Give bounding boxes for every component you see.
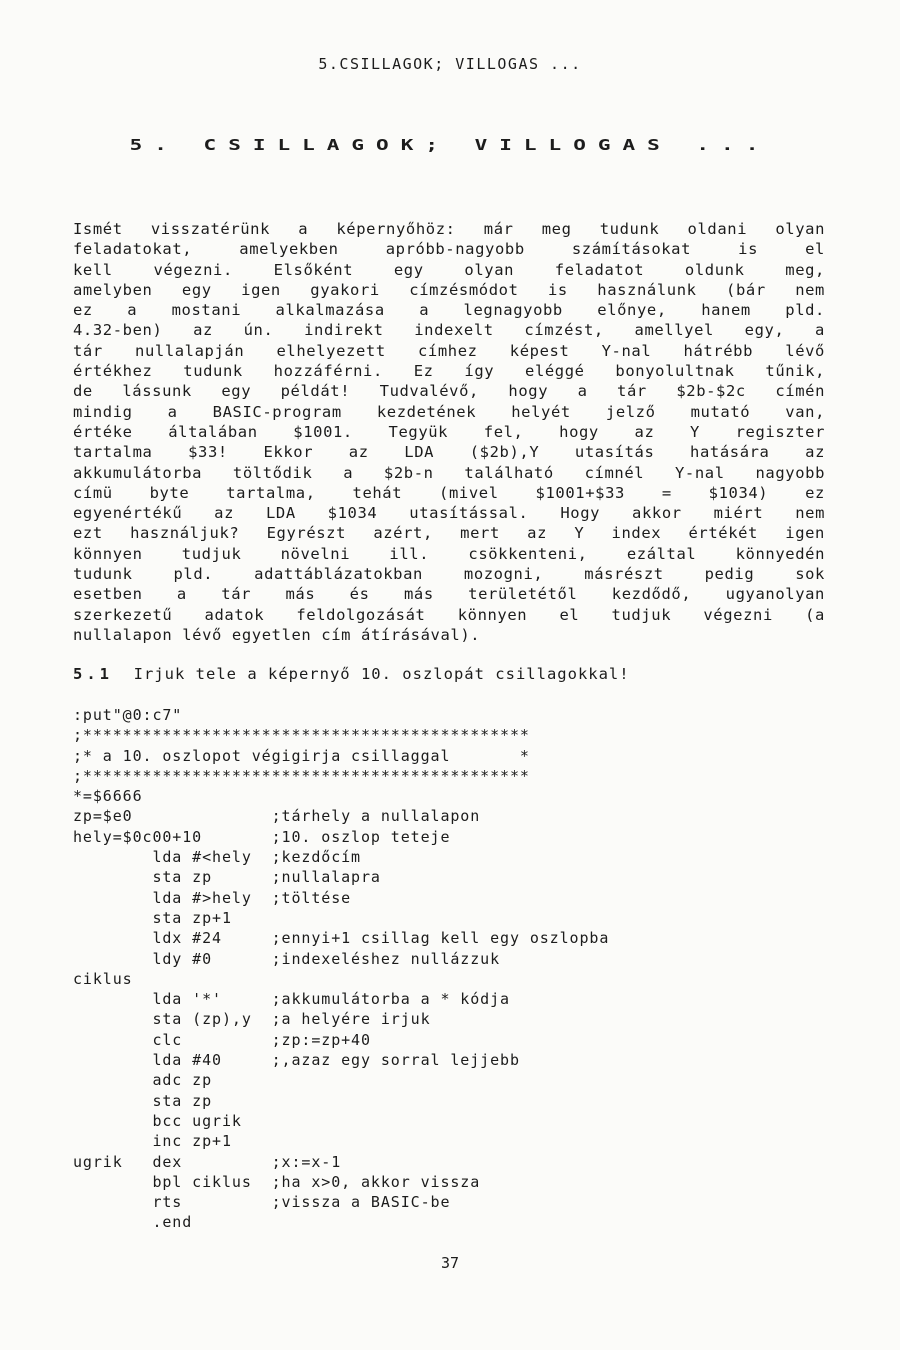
paragraph-line: tartalma $33! Ekkor az LDA ($2b),Y utasítás hatására az <box>73 443 825 462</box>
code-line: ugrik dex ;x:=x-1 <box>73 1152 342 1171</box>
page-number: 37 <box>440 1254 460 1272</box>
code-line: lda #<hely ;kezdőcím <box>73 848 361 867</box>
code-line: bpl ciklus ;ha x>0, akkor vissza <box>73 1172 481 1191</box>
paragraph-line: de lássunk egy példát! Tudvalévő, hogy a tár $2b-$2c címén <box>73 382 825 401</box>
paragraph-line: egyenértékű az LDA $1034 utasítással. Hogy akkor miért nem <box>73 504 825 523</box>
paragraph-line: tár nullalapján elhelyezett címhez képest Y-nal hátrébb lévő <box>73 341 825 360</box>
code-line: sta zp <box>73 1091 213 1110</box>
paragraph-line: kell végezni. Elsőként egy olyan feladatot oldunk meg, <box>73 260 825 279</box>
code-line: ;* a 10. oszlopot végigirja csillaggal * <box>73 746 530 765</box>
paragraph-line: 4.32-ben) az ún. indirekt indexelt címzést, amellyel egy, a <box>73 321 825 340</box>
code-line: bcc ugrik <box>73 1111 242 1130</box>
code-line: ;********************************************* <box>73 726 530 745</box>
code-line: .end <box>73 1213 193 1232</box>
code-line: zp=$e0 ;tárhely a nullalapon <box>73 807 481 826</box>
paragraph-line: értékhez tudunk hozzáférni. Ez így eléggé bonyolultnak tűnik, <box>73 362 825 381</box>
code-line: clc ;zp:=zp+40 <box>73 1030 371 1049</box>
code-line: *=$6666 <box>73 787 143 806</box>
paragraph-line: ezt használjuk? Egyrészt azért, mert az Y index értékét igen <box>73 524 825 543</box>
paragraph-line: értéke általában $1001. Tegyük fel, hogy az Y regiszter <box>73 422 825 441</box>
code-line: sta (zp),y ;a helyére irjuk <box>73 1010 431 1029</box>
paragraph-line: címü byte tartalma, tehát (mivel $1001+$33 = $1034) ez <box>73 483 825 502</box>
paragraph-line: ez a mostani alkalmazása a legnagyobb előnye, hanem pld. <box>73 301 825 320</box>
paragraph-line: feladatokat, amelyekben apróbb-nagyobb számításokat is el <box>73 240 825 259</box>
chapter-title: 5. CSILLAGOK; VILLOGAS ... <box>129 136 771 154</box>
code-line: lda #>hely ;töltése <box>73 888 352 907</box>
section-heading <box>73 665 630 683</box>
paragraph-line: tudunk pld. adattáblázatokban mozogni, másrészt pedig sok <box>73 565 825 584</box>
code-line: adc zp <box>73 1071 213 1090</box>
code-line: lda #40 ;,azaz egy sorral lejjebb <box>73 1051 520 1070</box>
section-number: 5.1 <box>73 665 113 683</box>
code-line: :put"@0:c7" <box>73 706 183 724</box>
paragraph-line: nullalapon lévő egyetlen cím átírásával). <box>73 625 481 644</box>
running-header: 5.CSILLAGOK; VILLOGAS ... <box>318 55 582 73</box>
code-listing <box>73 705 609 1233</box>
code-line: inc zp+1 <box>73 1132 232 1151</box>
code-line: hely=$0c00+10 ;10. oszlop teteje <box>73 827 451 846</box>
code-line: ;********************************************* <box>73 766 530 785</box>
code-line: lda '*' ;akkumulátorba a * kódja <box>73 990 510 1009</box>
code-line: sta zp+1 <box>73 908 232 927</box>
paragraph-line: amelyben egy igen gyakori címzésmódot is használunk (bár nem <box>73 280 825 299</box>
paragraph-line: akkumulátorba töltődik a $2b-n található címnél Y-nal nagyobb <box>73 463 825 482</box>
paragraph-line: szerkezetű adatok feldolgozását könnyen el tudjuk végezni (a <box>73 605 825 624</box>
body-paragraph <box>73 219 825 645</box>
paragraph-line: Ismét visszatérünk a képernyőhöz: már meg tudunk oldani olyan <box>73 220 825 238</box>
paragraph-line: esetben a tár más és más területétől kezdődő, ugyanolyan <box>73 585 825 604</box>
paragraph-line: mindig a BASIC-program kezdetének helyét jelző mutató van, <box>73 402 825 421</box>
paragraph-line: könnyen tudjuk növelni ill. csökkenteni, ezáltal könnyedén <box>73 544 825 563</box>
code-line: sta zp ;nullalapra <box>73 868 381 887</box>
section-title: Irjuk tele a képernyő 10. oszlopát csillagokkal! <box>133 665 630 683</box>
code-line: ldx #24 ;ennyi+1 csillag kell egy oszlopba <box>73 929 610 948</box>
code-line: rts ;vissza a BASIC-be <box>73 1193 451 1212</box>
code-line: ldy #0 ;indexeléshez nullázzuk <box>73 949 501 968</box>
code-line: ciklus <box>73 969 133 988</box>
